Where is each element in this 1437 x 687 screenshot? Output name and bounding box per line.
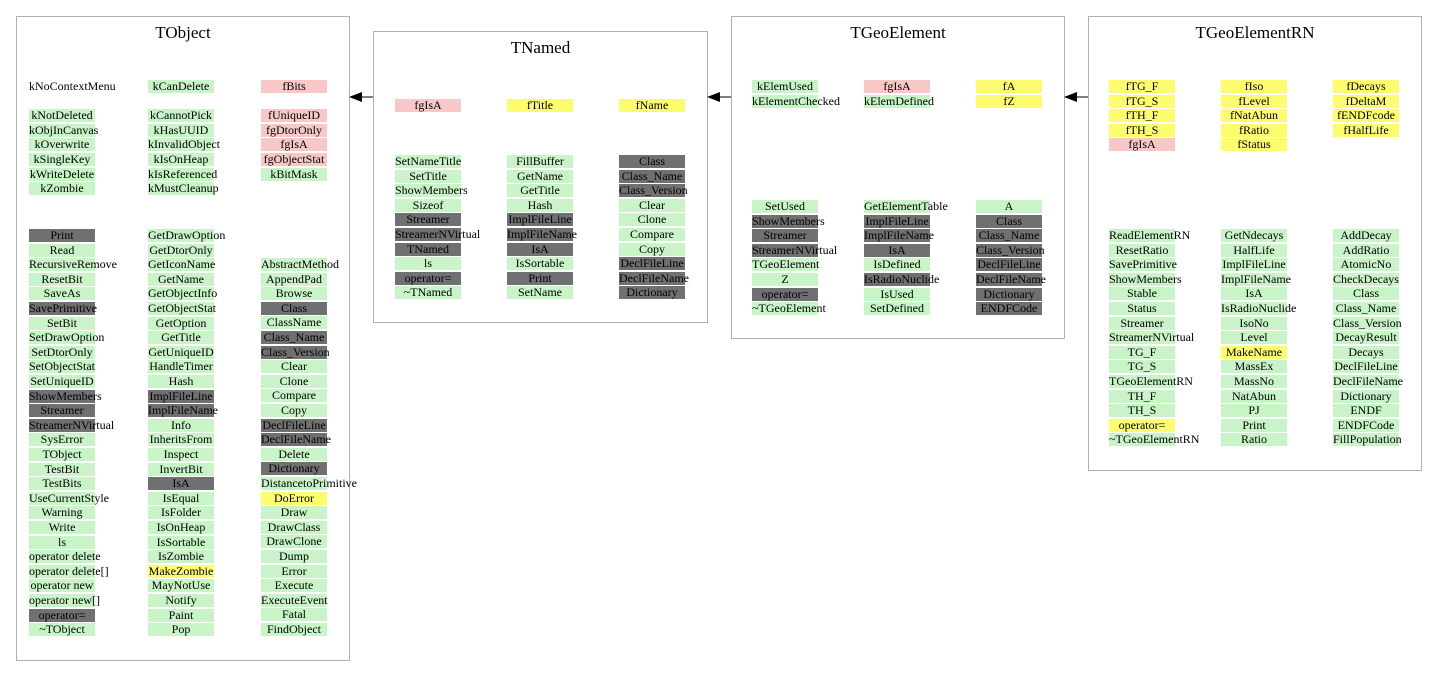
inherited-method-cell: ImplFileName <box>148 403 218 417</box>
method-cell: IsA <box>1221 287 1287 300</box>
method-cell: ENDFCode <box>1333 419 1399 432</box>
inherited-method-cell: IsA <box>148 477 214 490</box>
inherited-method-cell: ImplFileLine <box>865 214 929 228</box>
method-cell: TG_F <box>1109 346 1175 359</box>
method-cell: FindObject <box>261 623 327 636</box>
data-member-cell: fTG_F <box>1109 80 1175 93</box>
method-cell: ReadElementRN <box>1109 228 1191 242</box>
class-title: TNamed <box>510 38 571 57</box>
method-cell: IsFolder <box>148 506 214 519</box>
method-cell: DrawClass <box>261 521 327 534</box>
static-member-cell: fUniqueID <box>261 109 327 122</box>
method-cell: GetOption <box>148 317 214 330</box>
inherited-method-cell: Class_Name <box>261 331 327 344</box>
method-cell: Clone <box>261 375 327 388</box>
data-member-cell: fIso <box>1221 80 1287 93</box>
method-cell: kElemUsed <box>752 80 818 93</box>
method-cell: GetName <box>148 273 214 286</box>
inherited-method-cell: StreamerNVirtual <box>395 227 481 241</box>
data-member-cell: DoError <box>261 492 327 505</box>
inherited-method-cell: DeclFileLine <box>620 256 684 270</box>
method-cell: SetName <box>507 286 573 299</box>
inherited-method-cell: DeclFileName <box>619 271 689 285</box>
enum-label: kNoContextMenu <box>29 79 116 93</box>
method-cell: Level <box>1221 331 1287 344</box>
method-cell: ImplFileName <box>1221 272 1291 286</box>
method-cell: Clone <box>619 213 685 226</box>
method-cell: Compare <box>619 228 685 241</box>
method-cell: Dump <box>261 550 327 563</box>
method-cell: MassNo <box>1221 375 1287 388</box>
method-cell: DeclFileName <box>1333 374 1403 388</box>
method-cell: ENDF <box>1333 404 1399 417</box>
method-cell: TestBits <box>29 477 95 490</box>
method-cell: GetElementTable <box>864 199 948 213</box>
method-cell: IsRadioNuclide <box>1221 301 1297 315</box>
method-cell: NatAbun <box>1221 390 1287 403</box>
method-cell: Clear <box>619 199 685 212</box>
inherited-method-cell: Class_Version <box>976 243 1045 257</box>
method-cell: GetName <box>507 170 573 183</box>
method-cell: GetTitle <box>507 184 573 197</box>
inherited-method-cell: Print <box>29 229 95 242</box>
method-cell: operator new <box>30 578 94 592</box>
method-cell: Sizeof <box>395 199 461 212</box>
inherited-method-cell: Class_Version <box>619 183 688 197</box>
method-cell: ExecuteEvent <box>261 593 328 607</box>
method-cell: AddDecay <box>1333 229 1399 242</box>
method-cell: operator delete[] <box>29 564 109 578</box>
inherited-method-cell: SavePrimitive <box>29 301 97 315</box>
method-cell: SavePrimitive <box>1109 257 1177 271</box>
inherited-method-cell: ShowMembers <box>752 214 825 228</box>
method-cell: HandleTimer <box>149 359 213 373</box>
data-member-cell: fDecays <box>1333 80 1399 93</box>
static-member-cell: fgIsA <box>395 99 461 112</box>
method-cell: operator new[] <box>29 593 100 607</box>
method-cell: Stable <box>1109 287 1175 300</box>
inherited-method-cell: ImplFileName <box>507 227 577 241</box>
method-cell: RecursiveRemove <box>29 257 117 271</box>
method-cell: kZombie <box>29 182 95 195</box>
inherited-method-cell: ImplFileName <box>864 228 934 242</box>
method-cell: Class_Version <box>1333 316 1402 330</box>
inherited-method-cell: IsA <box>864 244 930 257</box>
method-cell: kCannotPick <box>150 108 212 122</box>
method-cell: SetNameTitle <box>395 154 462 168</box>
inherited-method-cell: TNamed <box>395 243 461 256</box>
data-member-cell: MakeZombie <box>148 564 214 578</box>
method-cell: DistancetoPrimitive <box>261 476 357 490</box>
method-cell: SetDtorOnly <box>29 346 95 359</box>
method-cell: DrawClone <box>261 535 327 548</box>
inherited-method-cell: Streamer <box>395 213 461 226</box>
method-cell: kObjInCanvas <box>29 123 99 137</box>
method-cell: SetDefined <box>864 302 930 315</box>
method-cell: Execute <box>261 579 327 592</box>
method-cell: FillBuffer <box>507 155 573 168</box>
method-cell: ResetRatio <box>1109 244 1175 257</box>
method-cell: TH_S <box>1109 404 1175 417</box>
inherited-method-cell: ImplFileLine <box>149 389 213 403</box>
method-cell: AppendPad <box>261 273 327 286</box>
method-cell: IsZombie <box>148 550 214 563</box>
method-cell: ~TGeoElement <box>752 301 826 315</box>
inherited-method-cell: DeclFileLine <box>977 257 1041 271</box>
method-cell: Copy <box>261 404 327 417</box>
method-cell: InvertBit <box>148 463 214 476</box>
method-cell: Class <box>1333 287 1399 300</box>
method-cell: ShowMembers <box>395 183 468 197</box>
method-cell: Paint <box>148 609 214 622</box>
method-cell: TObject <box>29 448 95 461</box>
inherited-method-cell: ShowMembers <box>29 389 102 403</box>
method-cell: kBitMask <box>261 168 327 181</box>
method-cell: TG_S <box>1109 360 1175 373</box>
inherited-method-cell: Streamer <box>29 404 95 417</box>
method-cell: ResetBit <box>29 273 95 286</box>
data-member-cell: fRatio <box>1221 124 1287 137</box>
method-cell: Write <box>29 521 95 534</box>
static-member-cell: fBits <box>261 80 327 93</box>
inherited-method-cell: Streamer <box>752 229 818 242</box>
method-cell: AtomicNo <box>1333 258 1399 271</box>
data-member-cell: fENDFcode <box>1333 109 1399 122</box>
method-cell: IsUsed <box>864 288 930 301</box>
inherited-method-cell: operator= <box>752 288 818 301</box>
method-cell: Draw <box>261 506 327 519</box>
method-cell: SetDrawOption <box>29 330 105 344</box>
method-cell: GetObjectInfo <box>148 286 218 300</box>
method-cell: IsOnHeap <box>148 521 214 534</box>
method-cell: SetObjectStat <box>29 359 95 373</box>
method-cell: kWriteDelete <box>29 167 95 181</box>
method-cell: Pop <box>148 623 214 636</box>
data-member-cell: fA <box>976 80 1042 93</box>
inherited-method-cell: Class <box>261 302 327 315</box>
method-cell: Inspect <box>148 448 214 461</box>
inheritance-arrow-tgeoelement-tnamed <box>707 92 731 102</box>
method-cell: Hash <box>507 199 573 212</box>
method-cell: kSingleKey <box>29 153 95 166</box>
method-cell: ~TGeoElementRN <box>1109 432 1200 446</box>
method-cell: kInvalidObject <box>148 137 220 151</box>
inherited-method-cell: IsA <box>507 243 573 256</box>
method-cell: SysError <box>29 433 95 446</box>
inherited-method-cell: operator= <box>29 609 95 622</box>
method-cell: Copy <box>619 243 685 256</box>
method-cell: CheckDecays <box>1333 272 1399 286</box>
static-member-cell: fgObjectStat <box>261 153 327 166</box>
method-cell: SaveAs <box>29 287 95 300</box>
data-member-cell: fZ <box>976 95 1042 108</box>
inherited-method-cell: Dictionary <box>976 288 1042 301</box>
inherited-method-cell: ImplFileLine <box>508 212 572 226</box>
method-cell: Class_Name <box>1333 302 1399 315</box>
method-cell: DeclFileLine <box>1334 359 1398 373</box>
inherited-method-cell: Class_Name <box>619 170 685 183</box>
method-cell: Decays <box>1333 346 1399 359</box>
method-cell: Hash <box>148 375 214 388</box>
method-cell: ImplFileLine <box>1222 257 1286 271</box>
inherited-method-cell: DeclFileLine <box>262 418 326 432</box>
method-cell: kElemDefined <box>864 94 934 108</box>
method-cell: HalfLife <box>1221 244 1287 257</box>
method-cell: ClassName <box>261 316 327 329</box>
inherited-method-cell: StreamerNVirtual <box>752 243 838 257</box>
inherited-method-cell: Class <box>976 215 1042 228</box>
method-cell: Streamer <box>1109 317 1175 330</box>
static-member-cell: fgIsA <box>1109 138 1175 151</box>
inherited-method-cell: operator= <box>395 272 461 285</box>
method-cell: kNotDeleted <box>29 109 95 122</box>
data-member-cell: fTH_F <box>1109 109 1175 122</box>
method-cell: AbstractMethod <box>261 257 339 271</box>
method-cell: ShowMembers <box>1109 272 1182 286</box>
class-title: TGeoElementRN <box>1195 23 1315 42</box>
method-cell: kIsOnHeap <box>148 153 214 166</box>
method-cell: Read <box>29 244 95 257</box>
method-cell: AddRatio <box>1333 244 1399 257</box>
method-cell: SetUsed <box>752 200 818 213</box>
method-cell: SetBit <box>29 317 95 330</box>
data-member-cell: fDeltaM <box>1333 95 1399 108</box>
method-cell: Status <box>1109 302 1175 315</box>
method-cell: Compare <box>261 389 327 402</box>
method-cell: Clear <box>261 360 327 373</box>
class-title: TObject <box>155 23 211 42</box>
method-cell: SetTitle <box>395 170 461 183</box>
inherited-method-cell: Class_Version <box>261 345 330 359</box>
inherited-method-cell: IsRadioNuclide <box>864 272 940 286</box>
data-member-cell: fStatus <box>1221 138 1287 151</box>
method-cell: GetIconName <box>148 257 216 271</box>
static-member-cell: fgDtorOnly <box>261 124 327 137</box>
method-cell: GetTitle <box>148 331 214 344</box>
method-cell: MassEx <box>1221 360 1287 373</box>
inherited-method-cell: Dictionary <box>261 462 327 475</box>
method-cell: Dictionary <box>1333 390 1399 403</box>
method-cell: IsSortable <box>148 536 214 549</box>
method-cell: SetUniqueID <box>30 374 94 388</box>
method-cell: ~TObject <box>29 623 95 636</box>
method-cell: ls <box>395 257 461 270</box>
method-cell: Ratio <box>1221 433 1287 446</box>
method-cell: Z <box>752 273 818 286</box>
method-cell: StreamerNVirtual <box>1109 330 1195 344</box>
inherited-method-cell: ENDFCode <box>976 302 1042 315</box>
data-member-cell: fNatAbun <box>1221 109 1287 122</box>
method-cell: Warning <box>29 506 95 519</box>
method-cell: GetNdecays <box>1221 229 1287 242</box>
method-cell: MayNotUse <box>148 579 214 592</box>
inherited-method-cell: DeclFileName <box>976 272 1046 286</box>
inheritance-arrow-tnamed-tobject <box>349 92 373 102</box>
data-member-cell: fLevel <box>1221 95 1287 108</box>
method-cell: InheritsFrom <box>149 432 213 446</box>
class-title: TGeoElement <box>850 23 946 42</box>
data-member-cell: MakeName <box>1221 346 1287 359</box>
method-cell: TH_F <box>1109 390 1175 403</box>
method-cell: Error <box>261 565 327 578</box>
method-cell: Info <box>148 419 214 432</box>
method-cell: kCanDelete <box>148 80 214 93</box>
method-cell: TestBit <box>29 463 95 476</box>
method-cell: IsSortable <box>507 257 573 270</box>
data-member-cell: fTitle <box>507 99 573 112</box>
static-member-cell: fgIsA <box>261 138 327 151</box>
method-cell: ls <box>29 536 95 549</box>
data-member-cell: fTH_S <box>1109 124 1175 137</box>
method-cell: FillPopulation <box>1333 432 1402 446</box>
method-cell: kHasUUID <box>148 124 214 137</box>
method-cell: UseCurrentStyle <box>29 491 109 505</box>
data-member-cell: fHalfLife <box>1333 124 1399 137</box>
data-member-cell: fName <box>619 99 685 112</box>
method-cell: GetUniqueID <box>148 345 214 359</box>
inheritance-arrow-tgeoelementrn-tgeoelement <box>1064 92 1088 102</box>
inherited-method-cell: Class_Name <box>976 229 1042 242</box>
data-member-cell: operator= <box>1109 419 1175 432</box>
method-cell: ~TNamed <box>395 286 461 299</box>
inherited-method-cell: Print <box>507 272 573 285</box>
method-cell: PJ <box>1221 404 1287 417</box>
method-cell: IsoNo <box>1221 317 1287 330</box>
method-cell: IsDefined <box>864 258 930 271</box>
method-cell: kIsReferenced <box>148 167 218 181</box>
method-cell: IsEqual <box>148 492 214 505</box>
method-cell: kMustCleanup <box>148 181 219 195</box>
method-cell: Delete <box>261 448 327 461</box>
static-member-cell: fgIsA <box>864 80 930 93</box>
method-cell: kOverwrite <box>29 138 95 151</box>
method-cell: GetObjectStat <box>148 301 216 315</box>
method-cell: Browse <box>261 287 327 300</box>
method-cell: DecayResult <box>1333 331 1399 344</box>
method-cell: operator delete <box>29 549 101 563</box>
method-cell: GetDrawOption <box>148 228 226 242</box>
method-cell: TGeoElement <box>752 257 820 271</box>
method-cell: A <box>976 200 1042 213</box>
inherited-method-cell: DeclFileName <box>261 432 331 446</box>
method-cell: GetDtorOnly <box>149 243 213 257</box>
method-cell: kElementChecked <box>752 94 840 108</box>
method-cell: TGeoElementRN <box>1109 374 1193 388</box>
method-cell: Notify <box>148 594 214 607</box>
data-member-cell: fTG_S <box>1109 95 1175 108</box>
method-cell: Fatal <box>261 608 327 621</box>
inherited-method-cell: Class <box>619 155 685 168</box>
method-cell: Print <box>1221 419 1287 432</box>
inherited-method-cell: Dictionary <box>619 286 685 299</box>
inherited-method-cell: StreamerNVirtual <box>29 418 115 432</box>
